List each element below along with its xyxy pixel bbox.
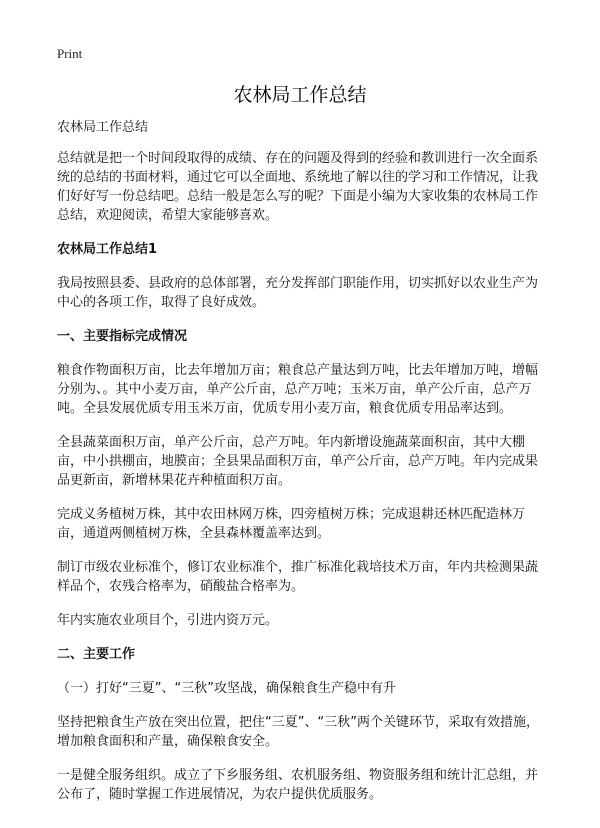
subheading-grain-production: （一）打好“三夏”、“三秋”攻坚战，确保粮食生产稳中有升 [57, 681, 396, 696]
heading-main-work: 二、主要工作 [57, 647, 136, 662]
vegetables-paragraph: 全县蔬菜面积万亩，单产公斤亩，总产万吨。年内新增设施蔬菜面积亩，其中大棚亩，中小拱棚亩，地膜亩；全县果品面积万亩，单产公斤亩，总产万吨。年内完成果品更新亩，新增林果花卉种植面积万亩。 [57, 435, 539, 488]
service-organization-paragraph: 一是健全服务组织。成立了下乡服务组、农机服务组、物资服务组和统计汇总组，并公布了，随时掌握工作进展情况，为农户提供优质服务。 [57, 768, 539, 802]
section-heading-summary-1: 农林局工作总结1 [57, 242, 158, 257]
print-link[interactable]: Print [57, 46, 83, 61]
tree-planting-paragraph: 完成义务植树万株，其中农田林网万株，四旁植树万株；完成退耕还林匹配造林万亩，通道两侧植树万株，全县森林覆盖率达到。 [57, 507, 526, 541]
intro-paragraph: 总结就是把一个时间段取得的成绩、存在的问题及得到的经验和教训进行一次全面系统的总结的书面材料，通过它可以全面地、系统地了解以往的学习和工作情况，让我们好好写一份总结吧。总结一般是怎么写的呢？下面是小编为大家收集的农林局工作总结，欢迎阅读，希望大家能够喜欢。 [57, 151, 539, 223]
heading-main-indicators: 一、主要指标完成情况 [57, 329, 188, 344]
grain-paragraph: 粮食作物面积万亩，比去年增加万亩；粮食总产量达到万吨，比去年增加万吨，增幅分别为、。其中小麦万亩，单产公斤亩，总产万吨；玉米万亩，单产公斤亩，总产万吨。全县发展优质专用玉米万亩，优质专用小麦万亩，粮食优质专用品率达到。 [57, 363, 539, 416]
page-title: 农林局工作总结 [233, 84, 367, 106]
document-body [57, 118, 549, 819]
section1-intro-paragraph: 我局按照县委、县政府的总体部署，充分发挥部门职能作用，切实抓好以农业生产为中心的各项工作，取得了良好成效。 [57, 276, 539, 310]
standards-paragraph: 制订市级农业标准个，修订农业标准个，推广标准化栽培技术万亩，年内共检测果蔬样品个，农残合格率为，硝酸盐合格率为。 [57, 560, 539, 594]
document-subtitle: 农林局工作总结 [57, 120, 149, 135]
grain-focus-paragraph: 坚持把粮食生产放在突出位置，把住“三夏”、“三秋”两个关键环节，采取有效措施，增加粮食面积和产量，确保粮食安全。 [57, 715, 539, 749]
projects-paragraph: 年内实施农业项目个，引进内资万元。 [57, 613, 279, 628]
